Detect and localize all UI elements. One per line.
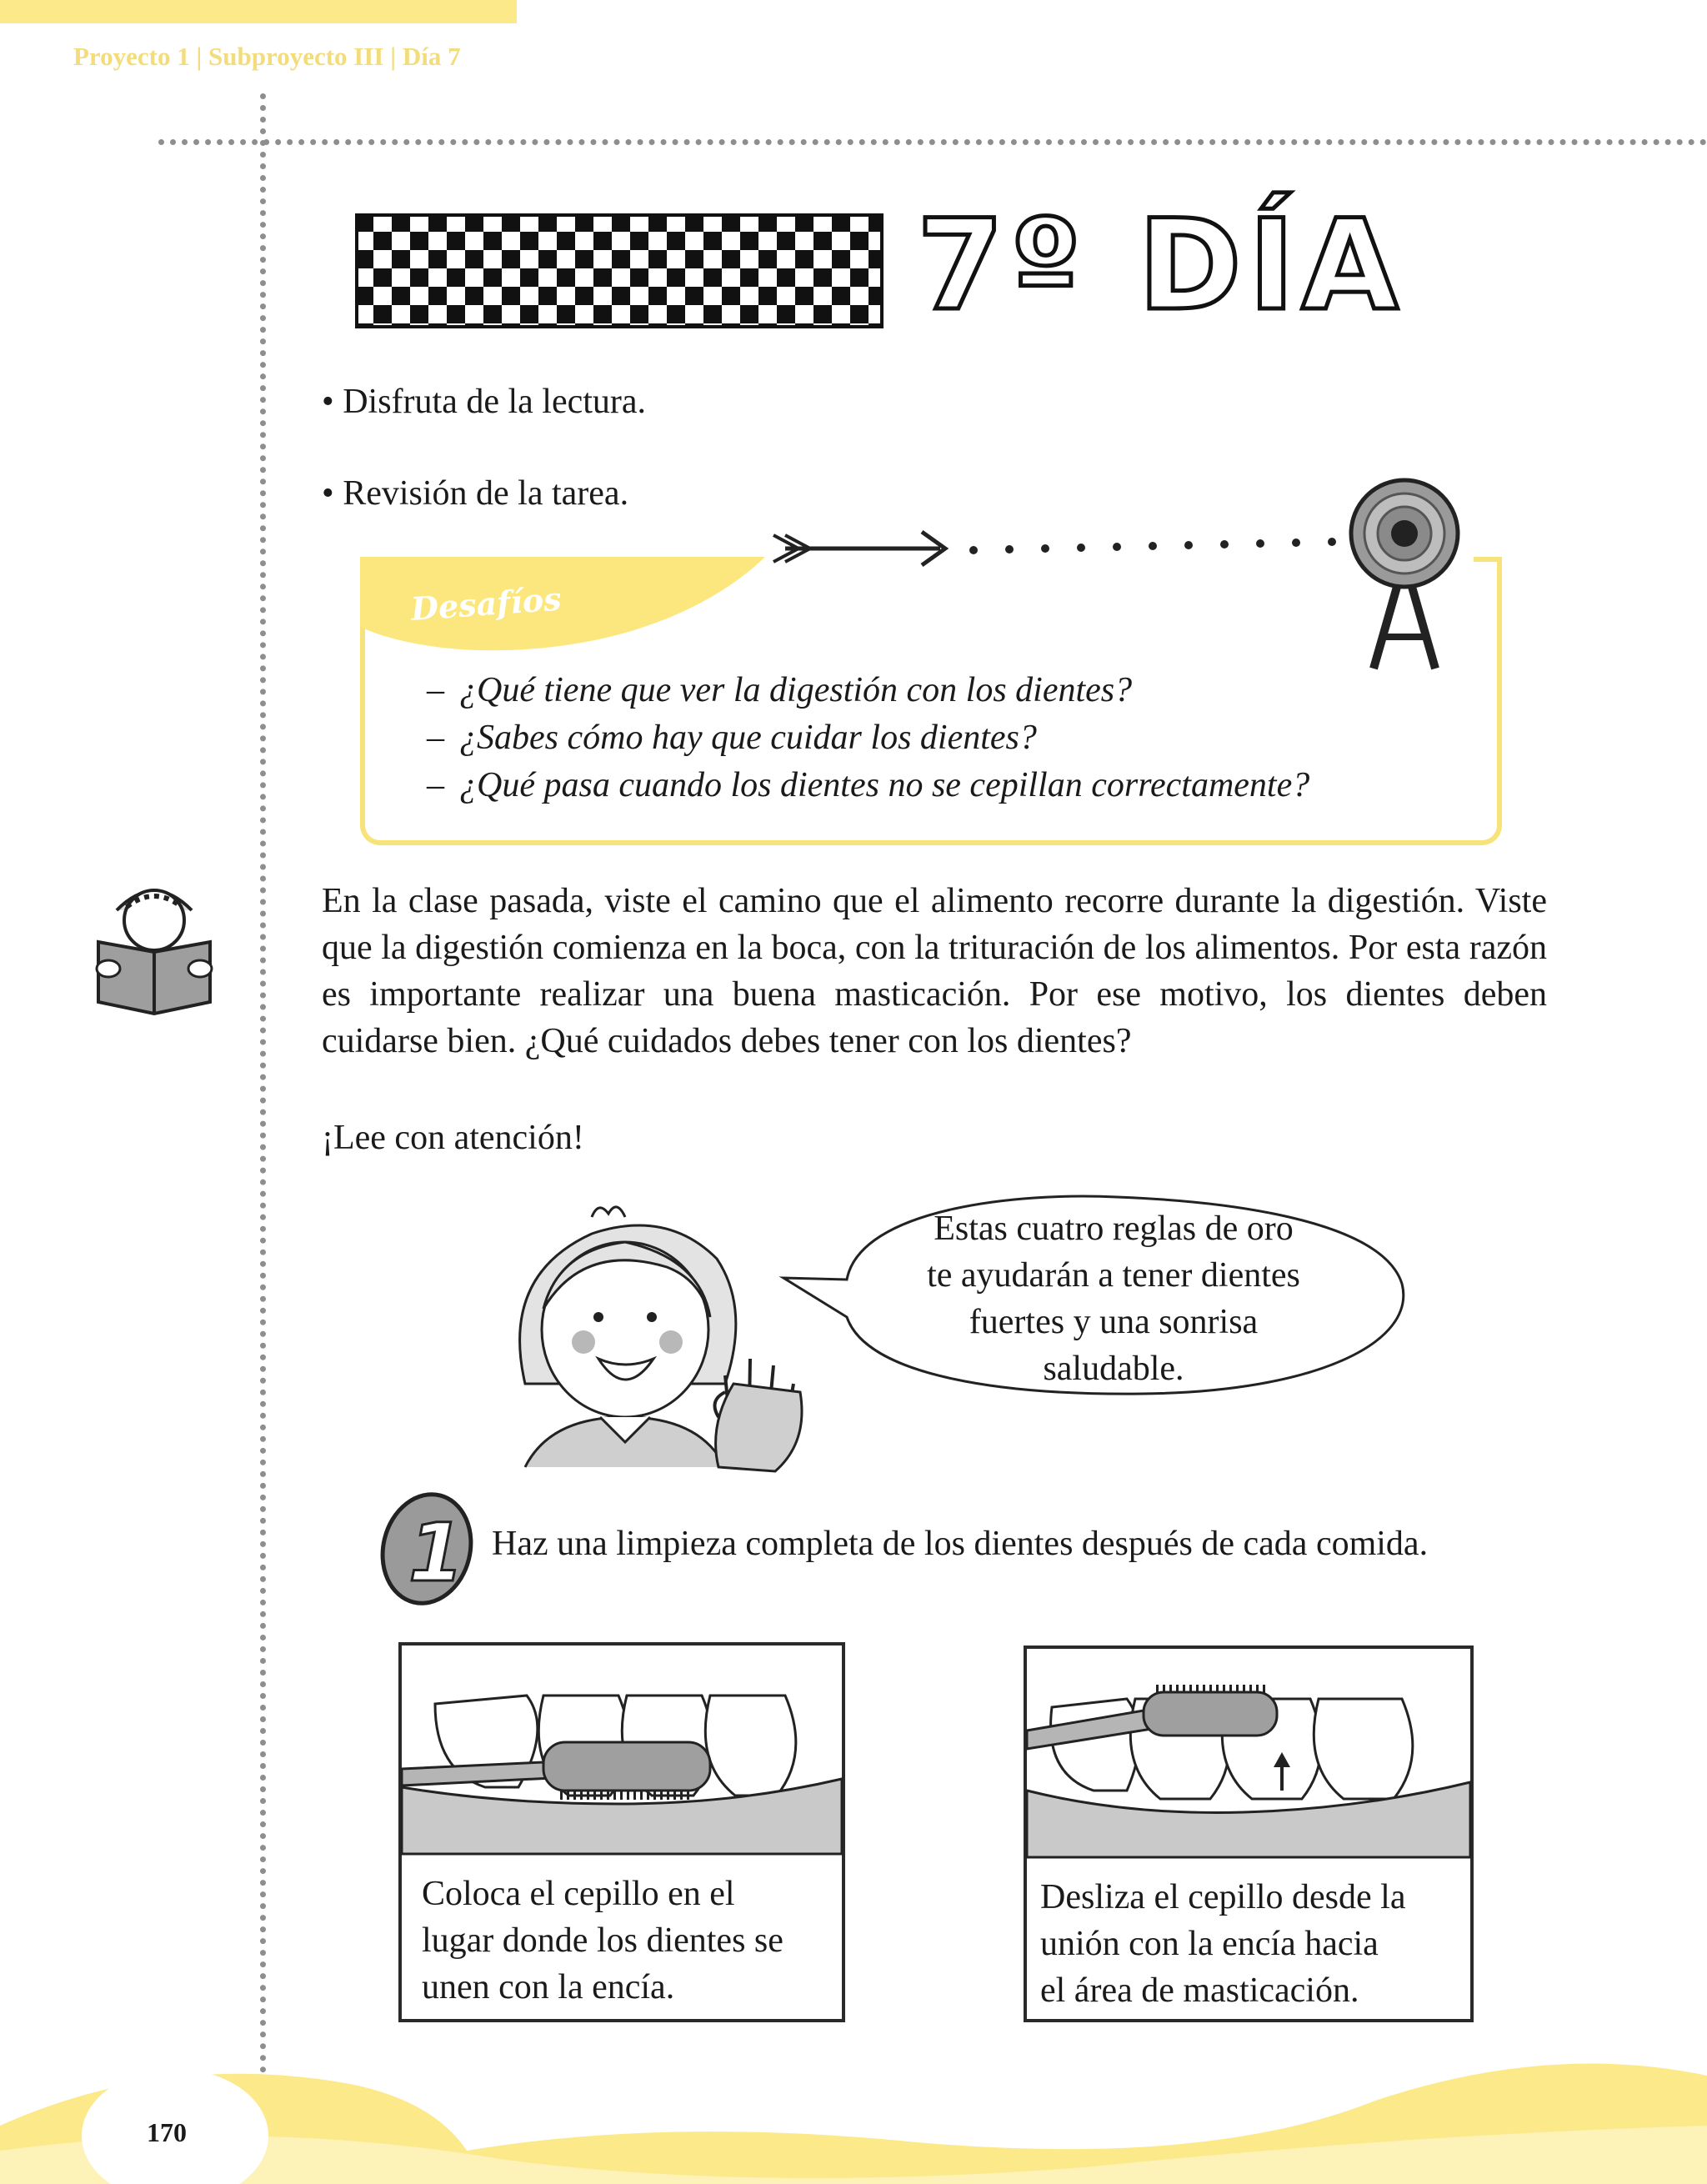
footer-wave bbox=[0, 2034, 1707, 2184]
teeth-brush-illustration bbox=[402, 1646, 842, 1854]
page-number: 170 bbox=[147, 2117, 187, 2147]
desafios-box-corner bbox=[1474, 557, 1502, 562]
speech-bubble-text: Estas cuatro reglas de oro te ayudarán a tener dientes fuertes y una sonrisa saludable. bbox=[927, 1210, 1300, 1388]
question-item: – ¿Qué tiene que ver la digestión con los dientes? bbox=[427, 671, 1133, 709]
checkered-flag bbox=[355, 213, 884, 328]
desafios-questions bbox=[427, 667, 1309, 809]
rule-number-badge bbox=[377, 1489, 477, 1614]
teeth-brush-illustration bbox=[1027, 1649, 1470, 1857]
bullet-item: • Disfruta de la lectura. bbox=[322, 383, 647, 421]
rule-text: Haz una limpieza completa de los dientes después de cada comida. bbox=[492, 1525, 1429, 1563]
margin-dotted-line bbox=[260, 93, 266, 2144]
header-bar bbox=[0, 0, 517, 23]
bullet-item: • Revisión de la tarea. bbox=[322, 474, 629, 513]
question-item: – ¿Sabes cómo hay que cuidar los dientes? bbox=[427, 719, 1037, 757]
question-item: – ¿Qué pasa cuando los dientes no se cepillan correctamente? bbox=[427, 766, 1310, 804]
rule-number: 1 bbox=[408, 1506, 464, 1600]
reading-child-icon bbox=[92, 877, 217, 1019]
panel-caption: Coloca el cepillo en el lugar donde los dientes se unen con la encía. bbox=[422, 1875, 783, 2006]
panel-place-brush bbox=[398, 1642, 845, 2022]
desafios-title: Desafíos bbox=[409, 579, 563, 628]
top-dotted-line bbox=[158, 139, 1707, 145]
intro-paragraph: En la clase pasada, viste el camino que el alimento recorre durante la digestión. Viste que la digestión comienza en la boca, con la trituración de los alimentos. Por esta razón es importante realizar una buena masticación. Por ese motivo, los dientes deben cuidarse bien. ¿Qué cuidados debes tener con los dientes? bbox=[322, 882, 1547, 1060]
day-title: 7º DÍA bbox=[917, 193, 1405, 338]
desafios-tab bbox=[360, 552, 777, 665]
day-title-lettering bbox=[909, 158, 1405, 338]
panel-slide-brush bbox=[1024, 1646, 1474, 2022]
panel-caption: Desliza el cepillo desde la unión con la encía hacia el área de masticación. bbox=[1040, 1878, 1406, 2010]
breadcrumb: Proyecto 1 | Subproyecto III | Día 7 bbox=[73, 42, 461, 71]
read-carefully-text: ¡Lee con atención! bbox=[322, 1119, 584, 1157]
